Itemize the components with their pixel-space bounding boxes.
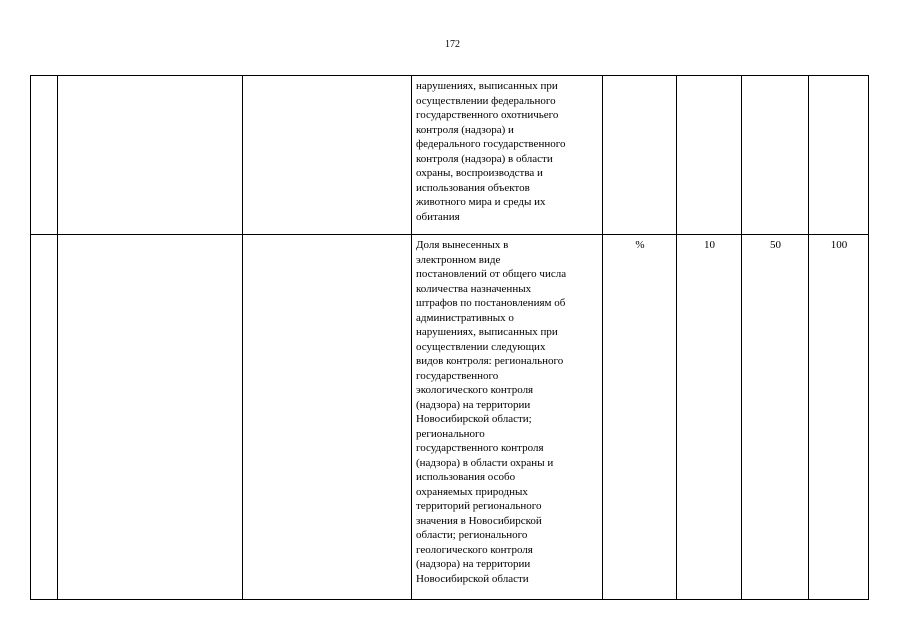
table-row	[31, 235, 869, 600]
indicator-line: обитания	[416, 210, 460, 223]
indicator-line: количества назначенных	[416, 282, 532, 295]
indicator-line: экологического контроля	[416, 384, 534, 396]
indicator-line: животного мира и среды их	[416, 196, 546, 208]
value-cell-1	[677, 76, 742, 235]
indicator-line: Новосибирской области;	[416, 413, 532, 425]
indicator-line: охраняемых природных	[416, 485, 528, 498]
indicator-line: государственного контроля	[416, 442, 544, 454]
page-number: 172	[445, 39, 460, 50]
indicator-line: контроля (надзора) в области	[416, 152, 553, 165]
indicator-line: государственного	[416, 369, 499, 382]
indicator-line: Новосибирской области	[416, 572, 529, 585]
indicator-line: территорий регионального	[416, 500, 542, 512]
value-cell-1: 10	[677, 235, 742, 600]
indicator-line: (надзора) на территории	[416, 558, 531, 570]
unit-cell	[603, 76, 677, 235]
value-cell-2	[742, 76, 809, 235]
row-number-cell	[31, 76, 58, 235]
indicator-line: осуществлении федерального	[416, 94, 556, 107]
goal-cell	[243, 235, 412, 600]
indicator-line: использования объектов	[416, 181, 530, 194]
indicator-line: геологического контроля	[416, 543, 533, 556]
unit-cell: %	[603, 235, 677, 600]
indicator-line: нарушениях, выписанных при	[416, 80, 558, 92]
indicator-line: области; регионального	[416, 529, 528, 541]
program-name-cell	[58, 235, 243, 600]
indicator-line: электронном виде	[416, 253, 501, 266]
indicator-cell	[412, 76, 603, 235]
indicator-line: охраны, воспроизводства и	[416, 167, 543, 179]
indicator-line: федерального государственного	[416, 138, 566, 150]
value-cell-3: 100	[809, 235, 869, 600]
indicator-line: административных о	[416, 311, 514, 324]
indicator-line: государственного охотничьего	[416, 109, 559, 121]
table-row	[31, 76, 869, 235]
program-name-cell	[58, 76, 243, 235]
indicator-line: осуществлении следующих	[416, 340, 546, 353]
indicator-cell	[412, 235, 603, 600]
indicator-line: использования особо	[416, 471, 516, 483]
indicator-line: постановлений от общего числа	[416, 268, 567, 280]
indicator-line: штрафов по постановлениям об	[416, 297, 566, 309]
value-cell-3	[809, 76, 869, 235]
indicator-line: (надзора) в области охраны и	[416, 456, 554, 469]
indicator-line: контроля (надзора) и	[416, 123, 514, 136]
indicator-table	[30, 75, 869, 600]
indicator-line: Доля вынесенных в	[416, 239, 509, 251]
value-cell-2: 50	[742, 235, 809, 600]
indicator-line: (надзора) на территории	[416, 398, 531, 411]
indicator-line: видов контроля: регионального	[416, 355, 564, 367]
row-number-cell	[31, 235, 58, 600]
indicator-line: регионального	[416, 427, 485, 440]
indicator-line: нарушениях, выписанных при	[416, 326, 558, 338]
goal-cell	[243, 76, 412, 235]
indicator-line: значения в Новосибирской	[416, 514, 542, 527]
